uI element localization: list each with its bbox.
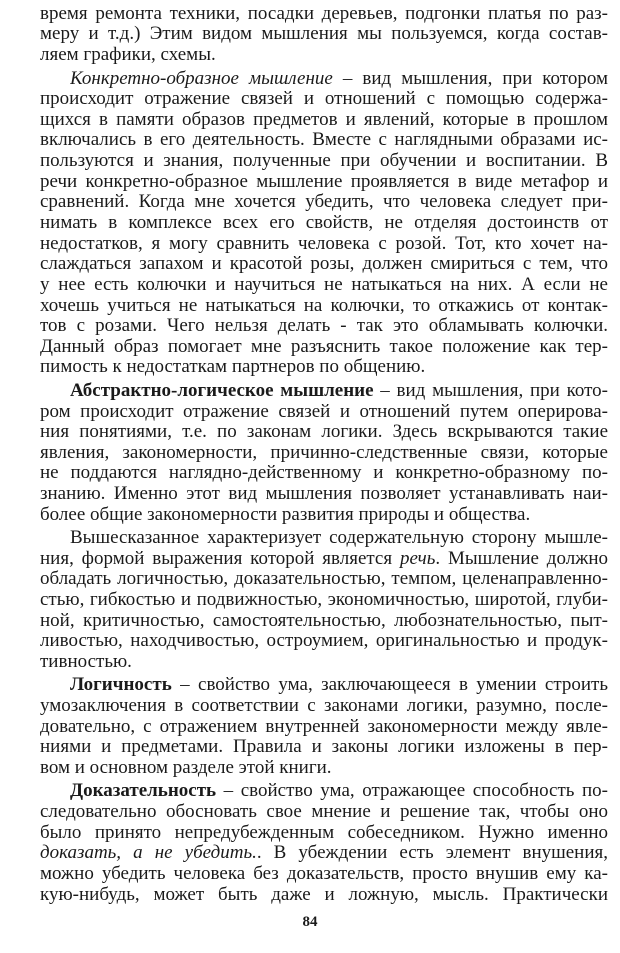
text-line: Конкретно-образное мышление – вид мышления, при котором — [70, 68, 608, 89]
text-line: явления, закономерности, причинно-следственные связи, которые — [40, 442, 608, 463]
text-line: сравнений. Когда мне хочется убедить, что человека следует при- — [40, 191, 608, 212]
text-line: довательно, с отражением внутренней закономерности между явле- — [40, 716, 608, 737]
text-line: нимать в комплексе всех его свойств, не отделяя достоинств от — [40, 212, 608, 233]
text-line: было принято непредубежденным собеседником. Нужно именно — [40, 822, 608, 843]
text-line: слаждаться запахом и красотой розы, должен смириться с тем, что — [40, 253, 608, 274]
text-line: Логичность – свойство ума, заключающееся в умении строить — [70, 674, 608, 695]
text-line: ром происходит отражение связей и отношений путем оперирова- — [40, 401, 608, 422]
text-line: ния понятиями, т.е. по законам логики. Здесь вскрываются такие — [40, 421, 608, 442]
text-line: хочешь учиться не натыкаться на колючки, то откажись от контак- — [40, 295, 608, 316]
text-line: более общие закономерности развития природы и общества. — [40, 504, 531, 525]
text-line: время ремонта техники, посадки деревьев, подгонки платья по раз- — [40, 3, 608, 24]
text-line: доказать, а не убедить.. В убеждении есть элемент внушения, — [40, 842, 608, 863]
text-line: знанию. Именно этот вид мышления позволяет устанавливать наи- — [40, 483, 608, 504]
text-line: Вышесказанное характеризует содержательную сторону мышле- — [70, 527, 608, 548]
bold-term: Логичность — [70, 674, 172, 695]
text-line: ной, критичностью, самостоятельностью, любознательностью, пыт- — [40, 610, 608, 631]
text-line: вом и основном разделе этой книги. — [40, 757, 332, 778]
text-line: тов с розами. Чего нельзя делать - так это обламывать колючки. — [40, 315, 608, 336]
text-line: можно убедить человека без доказательств, просто внушив ему ка- — [40, 863, 608, 884]
text-line: речи конкретно-образное мышление проявляется в виде метафор и — [40, 171, 608, 192]
italic-term: доказать, а не убедить. — [40, 842, 257, 863]
italic-term: Конкретно-образное мышление — [70, 68, 333, 89]
text-line: стью, гибкостью и подвижностью, экономичностью, широтой, глуби- — [40, 589, 608, 610]
text-line: следовательно обосновать свое мнение и решение так, чтобы оно — [40, 801, 608, 822]
text-line: ниями и предметами. Правила и законы логики изложены в пер- — [40, 736, 608, 757]
text-line: ляем графики, схемы. — [40, 44, 216, 65]
text-line: недостатков, я могу сравнить человека с розой. Тот, кто хочет на- — [40, 233, 608, 254]
text-line: включались в его деятельность. Вместе с наглядными образами ис- — [40, 129, 608, 150]
text-line: Абстрактно-логическое мышление – вид мышления, при кото- — [70, 380, 608, 401]
text-line: пимость к недостаткам партнеров по общению. — [40, 356, 426, 377]
bold-term: Доказательность — [70, 780, 217, 801]
text-line: щихся в памяти образов предметов и явлений, которые в прошлом — [40, 109, 608, 130]
text-line: у нее есть колючки и научиться не натыкаться на них. А если не — [40, 274, 608, 295]
text-line: ливостью, находчивостью, остроумием, оригинальностью и продук- — [40, 630, 608, 651]
italic-term: речь — [399, 548, 436, 569]
text-line: меру и т.д.) Этим видом мышления мы пользуемся, когда состав- — [40, 23, 608, 44]
text-line: Доказательность – свойство ума, отражающее способность по- — [70, 780, 608, 801]
text-line: пользуются и знания, полученные при обучении и воспитании. В — [40, 150, 608, 171]
text-line: тивностью. — [40, 651, 132, 672]
text-line: происходит отражение связей и отношений с помощью содержа- — [40, 88, 608, 109]
text-line: ния, формой выражения которой является речь. Мышление должно — [40, 548, 608, 569]
text-line: кую-нибудь, может быть даже и ложную, мысль. Практически — [40, 884, 608, 905]
text-line: умозаключения в соответствии с законами логики, разумно, после- — [40, 695, 608, 716]
bold-term: Абстрактно-логическое мышление — [70, 380, 374, 401]
text-line: обладать логичностью, доказательностью, темпом, целенаправленно- — [40, 568, 608, 589]
text-line: Данный образ помогает мне разъяснить такое положение как тер- — [40, 336, 608, 357]
page-number: 84 — [302, 914, 318, 930]
text-line: не поддаются наглядно-действенному и конкретно-образному по- — [40, 462, 608, 483]
